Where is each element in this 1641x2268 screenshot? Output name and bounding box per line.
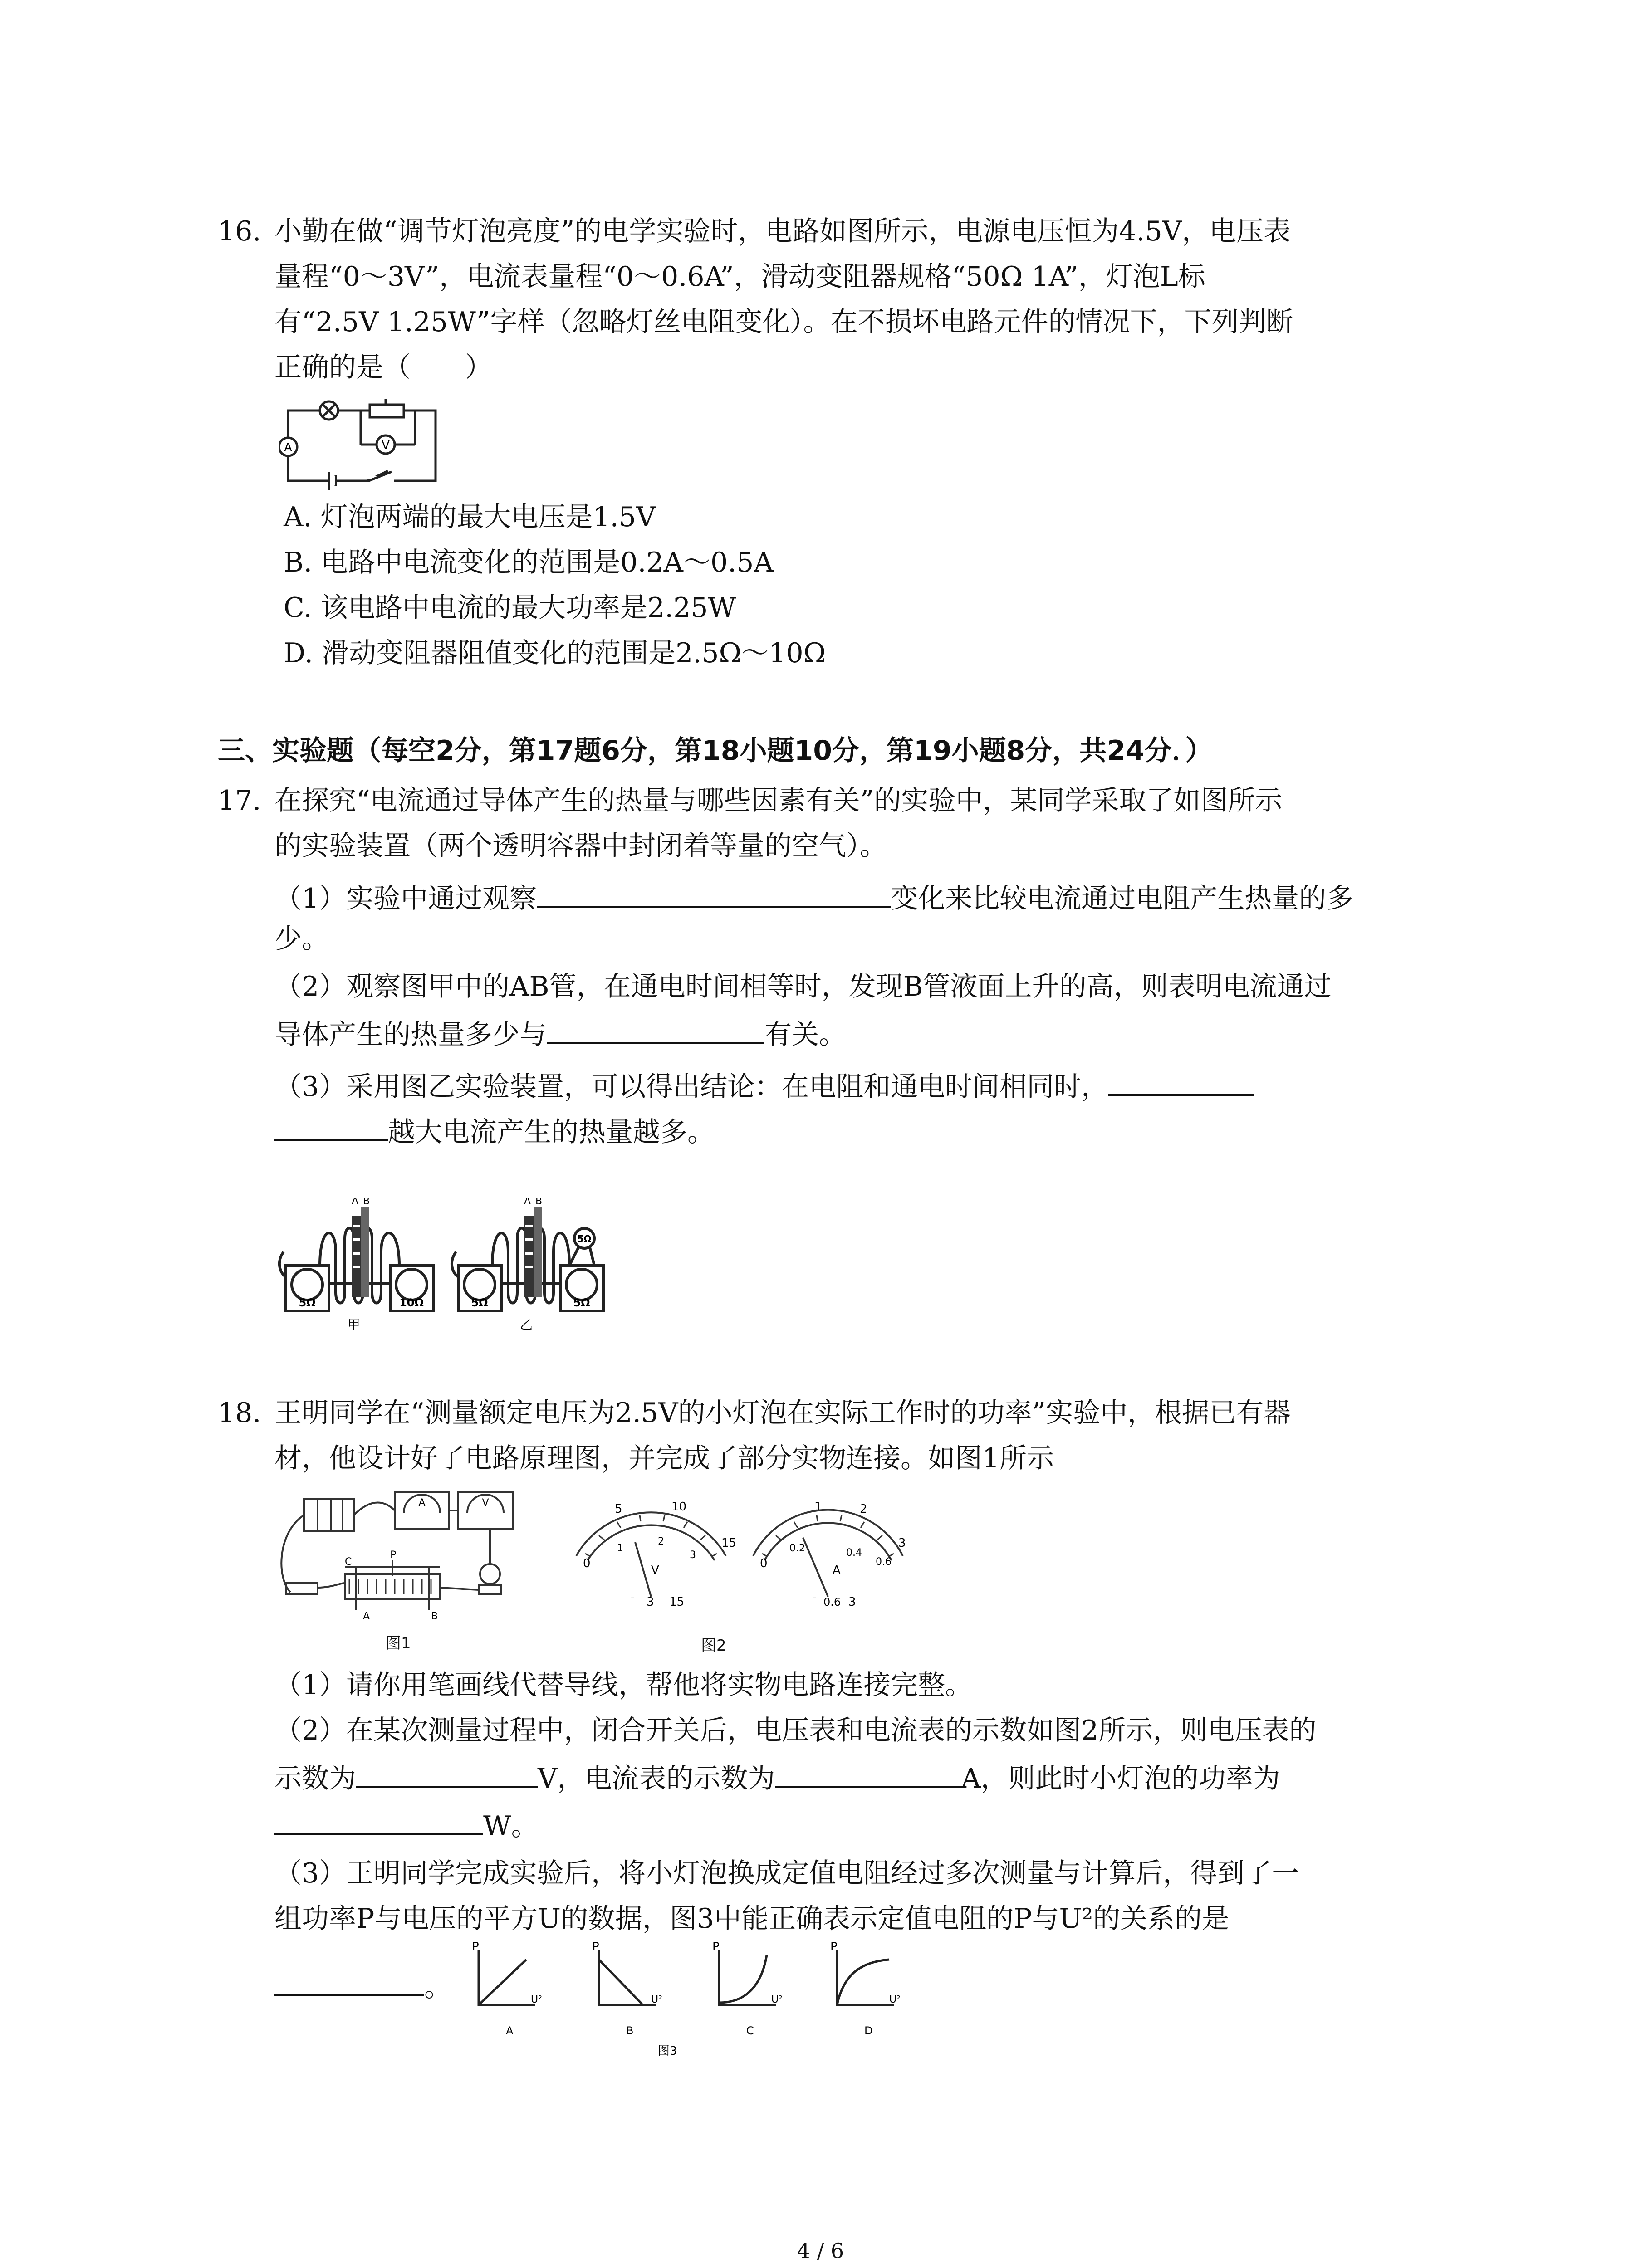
meter-v-sub-1: 1 — [617, 1543, 623, 1554]
meter-a-term-3: 3 — [848, 1595, 856, 1609]
resistor-5-label: 5Ω — [299, 1296, 316, 1309]
q16-circuit-diagram — [279, 399, 442, 490]
meter-a-term-06: 0.6 — [823, 1596, 841, 1608]
q17-blank-2[interactable] — [547, 1014, 764, 1044]
q17-part-3-cont — [274, 1111, 715, 1150]
graph-c-label: C — [746, 2024, 754, 2037]
q16-option-b: B. 电路中电流变化的范围是0.2A～0.5A — [284, 547, 774, 578]
meter-v-sub-3: 3 — [690, 1549, 696, 1561]
q18-blank-voltage[interactable] — [356, 1758, 538, 1788]
tube-a-label: A — [352, 1198, 359, 1207]
meter-a-tick-3: 3 — [898, 1536, 906, 1550]
resistor-5-label-b1: 5Ω — [471, 1296, 488, 1309]
q17-blank-1[interactable] — [537, 878, 891, 908]
q16-line-2: 量程“0～3V”，电流表量程“0～0.6A”，滑动变阻器规格“50Ω 1A”，灯泡L标 — [274, 261, 1205, 293]
meter-v-term-15: 15 — [669, 1595, 685, 1609]
q18-blank-current[interactable] — [775, 1758, 961, 1788]
q17-part-3-prefix: （3）采用图乙实验装置，可以得出结论：在电阻和通电时间相同时， — [274, 1071, 1109, 1103]
graph-a-label: A — [506, 2024, 514, 2037]
q18-figure-1-circuit — [277, 1488, 540, 1624]
meter-v-tick-10: 10 — [671, 1500, 687, 1514]
q17-part-2-cont — [274, 1014, 846, 1053]
q18-figure-1-caption: 图1 — [386, 1634, 411, 1652]
q17-part-1 — [274, 878, 1353, 917]
resistor-5-label-b3: 5Ω — [577, 1233, 592, 1244]
q17-intro-1: 在探究“电流通过导体产生的热量与哪些因素有关”的实验中，某同学采取了如图所示 — [274, 785, 1283, 816]
q18-figure-2-meters — [567, 1492, 921, 1624]
tube-a-label-2: A — [524, 1198, 531, 1207]
tube-b-label: B — [363, 1198, 370, 1207]
meter-a-sub-02: 0.2 — [789, 1543, 805, 1554]
q16-number: 16. — [218, 215, 261, 247]
meter-v-unit: V — [651, 1564, 659, 1577]
graph-d-x: U² — [889, 1994, 901, 2005]
q18-part-2-mid: V，电流表的示数为 — [538, 1763, 775, 1794]
q16-option-a: A. 灯泡两端的最大电压是1.5V — [284, 501, 656, 533]
meter-v-term-neg: - — [631, 1591, 635, 1604]
meter-v-tick-5: 5 — [615, 1502, 622, 1516]
section-3-title: 三、实验题（每空2分，第17题6分，第18小题10分，第19小题8分，共24分．） — [218, 735, 1213, 767]
graph-b-y: P — [592, 1941, 599, 1954]
q17-blank-3b[interactable] — [274, 1111, 388, 1141]
q18-part-2-unit: W。 — [483, 1810, 539, 1842]
q18-part-3-answer — [274, 1966, 451, 2005]
svg-text:V: V — [482, 1497, 489, 1509]
q17-apparatus-figure — [277, 1198, 608, 1334]
q18-blank-power[interactable] — [274, 1805, 483, 1835]
meter-a-unit: A — [833, 1564, 841, 1577]
q18-part-2-cont2 — [274, 1805, 539, 1844]
q16-option-d: D. 滑动变阻器阻值变化的范围是2.5Ω～10Ω — [284, 637, 826, 669]
q17-part-1-prefix: （1）实验中通过观察 — [274, 883, 537, 914]
q17-part-2-suffix: 有关。 — [764, 1019, 846, 1051]
q18-figure-3-graphs — [467, 1941, 948, 2059]
q16-option-c: C. 该电路中电流的最大功率是2.25W — [284, 592, 736, 624]
resistor-5-label-b2: 5Ω — [573, 1296, 590, 1309]
graph-d-y: P — [830, 1941, 838, 1954]
meter-a-tick-2: 2 — [860, 1502, 867, 1516]
svg-text:B: B — [431, 1611, 438, 1622]
q17-part-2-prefix: 导体产生的热量多少与 — [274, 1019, 547, 1051]
q18-number: 18. — [218, 1397, 261, 1429]
resistor-10-label: 10Ω — [399, 1296, 424, 1309]
q17-number: 17. — [218, 785, 261, 816]
graph-c-y: P — [712, 1941, 720, 1954]
q18-part-1: （1）请你用笔画线代替导线，帮他将实物电路连接完整。 — [274, 1669, 973, 1701]
svg-text:P: P — [390, 1549, 397, 1561]
q17-part-3-suffix: 越大电流产生的热量越多。 — [388, 1116, 715, 1148]
meter-a-sub-04: 0.4 — [846, 1547, 862, 1559]
q18-figure-2-caption: 图2 — [701, 1637, 726, 1655]
meter-a-sub-06: 0.6 — [876, 1556, 892, 1568]
q17-intro-2: 的实验装置（两个透明容器中封闭着等量的空气）。 — [274, 830, 887, 862]
q17-blank-3a[interactable] — [1108, 1066, 1254, 1096]
svg-text:C: C — [345, 1556, 352, 1568]
q16-line-1: 小勤在做“调节灯泡亮度”的电学实验时，电路如图所示，电源电压恒为4.5V，电压表 — [274, 215, 1291, 247]
q17-part-3 — [274, 1066, 1254, 1105]
q17-part-2: （2）观察图甲中的AB管，在通电时间相等时，发现B管液面上升的高，则表明电流通过 — [274, 971, 1332, 1002]
q17-part-1-suffix: 变化来比较电流通过电阻产生热量的多 — [891, 883, 1354, 914]
q18-part-3: （3）王明同学完成实验后，将小灯泡换成定值电阻经过多次测量与计算后，得到了一 — [274, 1857, 1299, 1889]
q18-intro-1: 王明同学在“测量额定电压为2.5V的小灯泡在实际工作时的功率”实验中，根据已有器 — [274, 1397, 1291, 1429]
q18-part-2-end: A，则此时小灯泡的功率为 — [961, 1763, 1280, 1794]
q18-part-3-cont: 组功率P与电压的平方U的数据，图3中能正确表示定值电阻的P与U²的关系的是 — [274, 1903, 1230, 1935]
graph-caption: 图3 — [658, 2044, 677, 2058]
meter-v-tick-0: 0 — [583, 1557, 591, 1570]
q18-part-2-prefix: 示数为 — [274, 1763, 356, 1794]
graph-b-label: B — [626, 2024, 634, 2037]
svg-text:V: V — [382, 439, 390, 452]
svg-text:A: A — [284, 441, 292, 455]
q16-line-3: 有“2.5V 1.25W”字样（忽略灯丝电阻变化）。在不损坏电路元件的情况下，下列判断 — [274, 306, 1293, 338]
q18-part-2: （2）在某次测量过程中，闭合开关后，电压表和电流表的示数如图2所示，则电压表的 — [274, 1715, 1317, 1746]
svg-text:A: A — [363, 1611, 370, 1622]
meter-a-tick-0: 0 — [760, 1557, 768, 1570]
q16-line-4: 正确的是（ ） — [274, 352, 492, 383]
meter-v-sub-2: 2 — [658, 1536, 664, 1547]
q18-part-3-end: 。 — [424, 1971, 451, 2003]
q17-part-1-cont: 少。 — [274, 923, 329, 955]
meter-a-tick-1: 1 — [814, 1500, 822, 1514]
figure-yi-caption: 乙 — [519, 1317, 533, 1332]
svg-text:A: A — [418, 1497, 426, 1509]
q18-part-2-cont — [274, 1758, 1280, 1797]
graph-d-label: D — [864, 2024, 873, 2037]
meter-v-tick-15: 15 — [721, 1536, 737, 1550]
graph-b-x: U² — [651, 1994, 662, 2005]
q18-intro-2: 材，他设计好了电路原理图，并完成了部分实物连接。如图1所示 — [274, 1442, 1054, 1474]
graph-a-y: P — [472, 1941, 479, 1954]
q18-blank-graph[interactable] — [274, 1966, 424, 1996]
page-number: 4 / 6 — [797, 2239, 844, 2263]
meter-a-term-neg: - — [812, 1591, 817, 1604]
graph-c-x: U² — [771, 1994, 783, 2005]
graph-a-x: U² — [531, 1994, 542, 2005]
tube-b-label-2: B — [535, 1198, 543, 1207]
figure-jia-caption: 甲 — [347, 1317, 361, 1332]
meter-v-term-3: 3 — [647, 1595, 654, 1609]
